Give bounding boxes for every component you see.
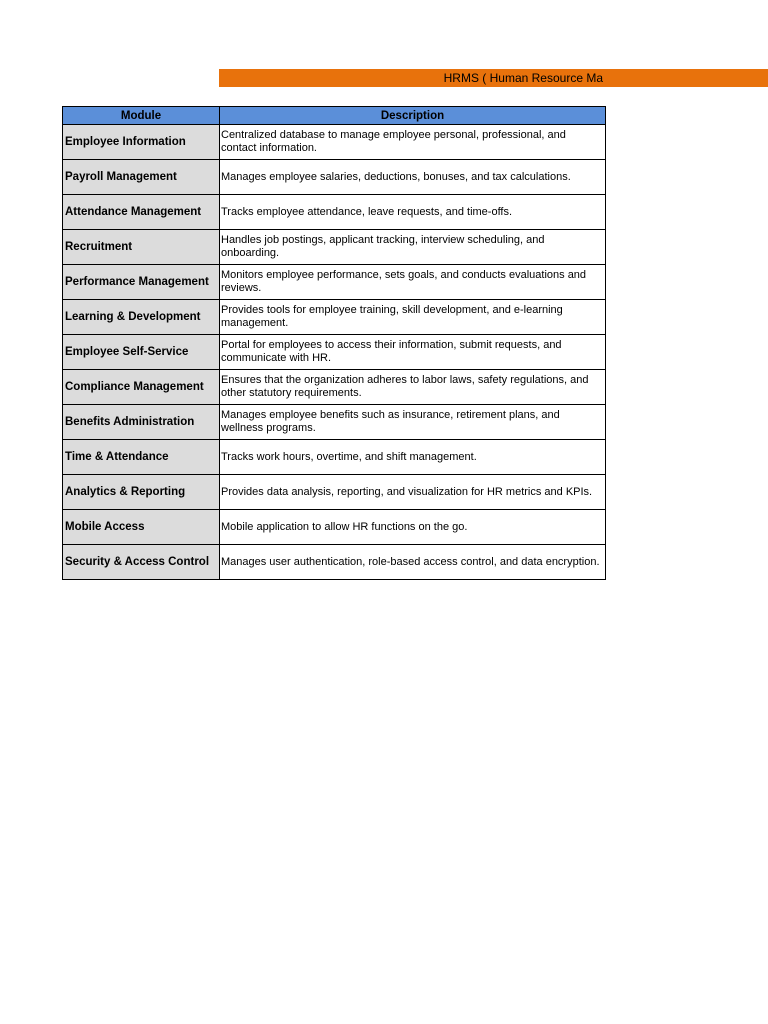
table-row bbox=[63, 160, 606, 195]
table-row bbox=[63, 405, 606, 440]
module-name-cell: Time & Attendance bbox=[63, 440, 220, 475]
module-description-cell: Ensures that the organization adheres to labor laws, safety regulations, and other statutory requirements. bbox=[220, 370, 606, 405]
module-description-cell: Manages employee benefits such as insurance, retirement plans, and wellness programs. bbox=[220, 405, 606, 440]
module-name-cell: Mobile Access bbox=[63, 510, 220, 545]
title-bar bbox=[219, 69, 768, 87]
sheet-title: HRMS ( Human Resource Ma bbox=[443, 71, 603, 85]
module-name-cell: Benefits Administration bbox=[63, 405, 220, 440]
module-description-cell: Tracks work hours, overtime, and shift management. bbox=[220, 440, 606, 475]
module-name-cell: Recruitment bbox=[63, 230, 220, 265]
module-column-header: Module bbox=[63, 107, 220, 125]
module-name-cell: Employee Self-Service bbox=[63, 335, 220, 370]
module-name-cell: Performance Management bbox=[63, 265, 220, 300]
table-row bbox=[63, 335, 606, 370]
table-row bbox=[63, 510, 606, 545]
table-header-row bbox=[63, 107, 606, 125]
table-row bbox=[63, 230, 606, 265]
table-row bbox=[63, 545, 606, 580]
module-name-cell: Employee Information bbox=[63, 125, 220, 160]
table-body bbox=[63, 125, 606, 580]
table-row bbox=[63, 475, 606, 510]
description-column-header: Description bbox=[220, 107, 606, 125]
module-description-cell: Centralized database to manage employee personal, professional, and contact information. bbox=[220, 125, 606, 160]
table-row bbox=[63, 300, 606, 335]
module-description-cell: Monitors employee performance, sets goals, and conducts evaluations and reviews. bbox=[220, 265, 606, 300]
module-name-cell: Payroll Management bbox=[63, 160, 220, 195]
module-name-cell: Analytics & Reporting bbox=[63, 475, 220, 510]
table-row bbox=[63, 370, 606, 405]
module-description-cell: Handles job postings, applicant tracking, interview scheduling, and onboarding. bbox=[220, 230, 606, 265]
table-row bbox=[63, 125, 606, 160]
module-description-cell: Manages user authentication, role-based access control, and data encryption. bbox=[220, 545, 606, 580]
module-name-cell: Security & Access Control bbox=[63, 545, 220, 580]
table-row bbox=[63, 440, 606, 475]
module-description-cell: Provides data analysis, reporting, and visualization for HR metrics and KPIs. bbox=[220, 475, 606, 510]
module-name-cell: Attendance Management bbox=[63, 195, 220, 230]
module-description-cell: Provides tools for employee training, skill development, and e-learning management. bbox=[220, 300, 606, 335]
module-description-cell: Tracks employee attendance, leave requests, and time-offs. bbox=[220, 195, 606, 230]
module-description-cell: Manages employee salaries, deductions, bonuses, and tax calculations. bbox=[220, 160, 606, 195]
module-description-cell: Mobile application to allow HR functions on the go. bbox=[220, 510, 606, 545]
module-name-cell: Learning & Development bbox=[63, 300, 220, 335]
hrms-modules-table bbox=[62, 106, 606, 580]
module-name-cell: Compliance Management bbox=[63, 370, 220, 405]
table-row bbox=[63, 195, 606, 230]
module-description-cell: Portal for employees to access their information, submit requests, and communicate with HR. bbox=[220, 335, 606, 370]
table-row bbox=[63, 265, 606, 300]
